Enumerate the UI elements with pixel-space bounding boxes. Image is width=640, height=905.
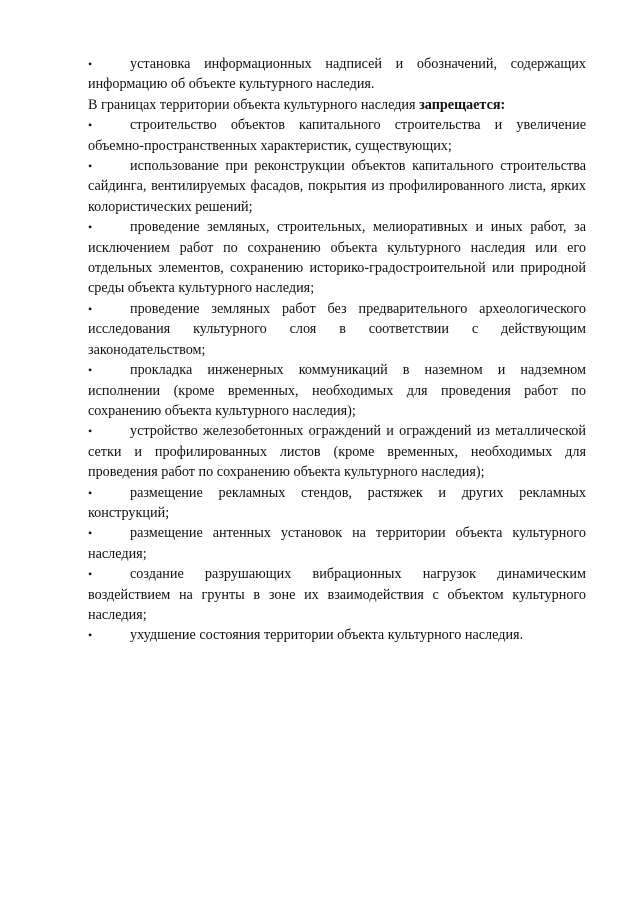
list-item-text: размещение антенных установок на территории объекта культурного наследия; <box>88 525 586 562</box>
list-item-text: установка информационных надписей и обозначений, содержащих информацию об объекте культурного наследия. <box>88 56 586 93</box>
section-paragraph <box>88 95 586 115</box>
paragraph-text: В границах территории объекта культурного наследия <box>88 96 420 113</box>
list-item <box>88 523 586 564</box>
bullet-icon: • <box>88 424 93 439</box>
bullet-icon: • <box>88 118 93 133</box>
list-item-text: проведение земляных работ без предварительного археологического исследования культурного слоя в соответствии с действующим законодательством; <box>88 300 586 358</box>
list-item <box>88 564 586 625</box>
bullet-icon: • <box>88 220 93 235</box>
list-item-text: ухудшение состояния территории объекта культурного наследия. <box>130 627 524 644</box>
bullet-icon: • <box>88 57 93 71</box>
list-item <box>88 156 586 217</box>
list-item <box>88 483 586 524</box>
list-item-text: прокладка инженерных коммуникаций в наземном и надземном исполнении (кроме временных, необходимых для проведения работ по сохранению объекта культурного наследия); <box>88 362 586 419</box>
list-item <box>88 360 586 421</box>
list-item <box>88 217 586 299</box>
document-page <box>88 54 586 646</box>
bullet-icon: • <box>88 159 93 174</box>
prohibitions-list <box>88 115 586 646</box>
bullet-icon: • <box>88 301 93 316</box>
list-item <box>88 299 586 360</box>
list-item <box>88 54 586 95</box>
list-item-text: создание разрушающих вибрационных нагрузок динамическим воздействием на грунты в зоне их взаимодействия с объектом культурного наследия; <box>88 566 586 623</box>
list-item <box>88 625 586 645</box>
list-item-text: строительство объектов капитального строительства и увеличение объемно-пространственных характеристик, существующих; <box>88 117 586 154</box>
bullet-icon: • <box>88 363 93 378</box>
list-item-text: проведение земляных, строительных, мелиоративных и иных работ, за исключением работ по сохранению объекта культурного наследия или его отдельных элементов, сохранению историко-градостроительной или природной среды объекта культурного наследия; <box>88 219 586 297</box>
list-item-text: устройство железобетонных ограждений и ограждений из металлической сетки и профилированных листов (кроме временных, необходимых для проведения работ по сохранению объекта культурного наследия); <box>88 423 586 481</box>
paragraph-bold-text: запрещается: <box>419 96 506 113</box>
bullet-icon: • <box>88 567 93 582</box>
list-item <box>88 115 586 156</box>
bullet-icon: • <box>88 485 93 500</box>
bullet-icon: • <box>88 628 93 643</box>
list-item-text: размещение рекламных стендов, растяжек и других рекламных конструкций; <box>88 484 586 521</box>
list-item-text: использование при реконструкции объектов капитального строительства сайдинга, вентилируемых фасадов, покрытия из профилированного листа, ярких колористических решений; <box>88 158 586 215</box>
list-item <box>88 421 586 482</box>
bullet-icon: • <box>88 526 93 541</box>
